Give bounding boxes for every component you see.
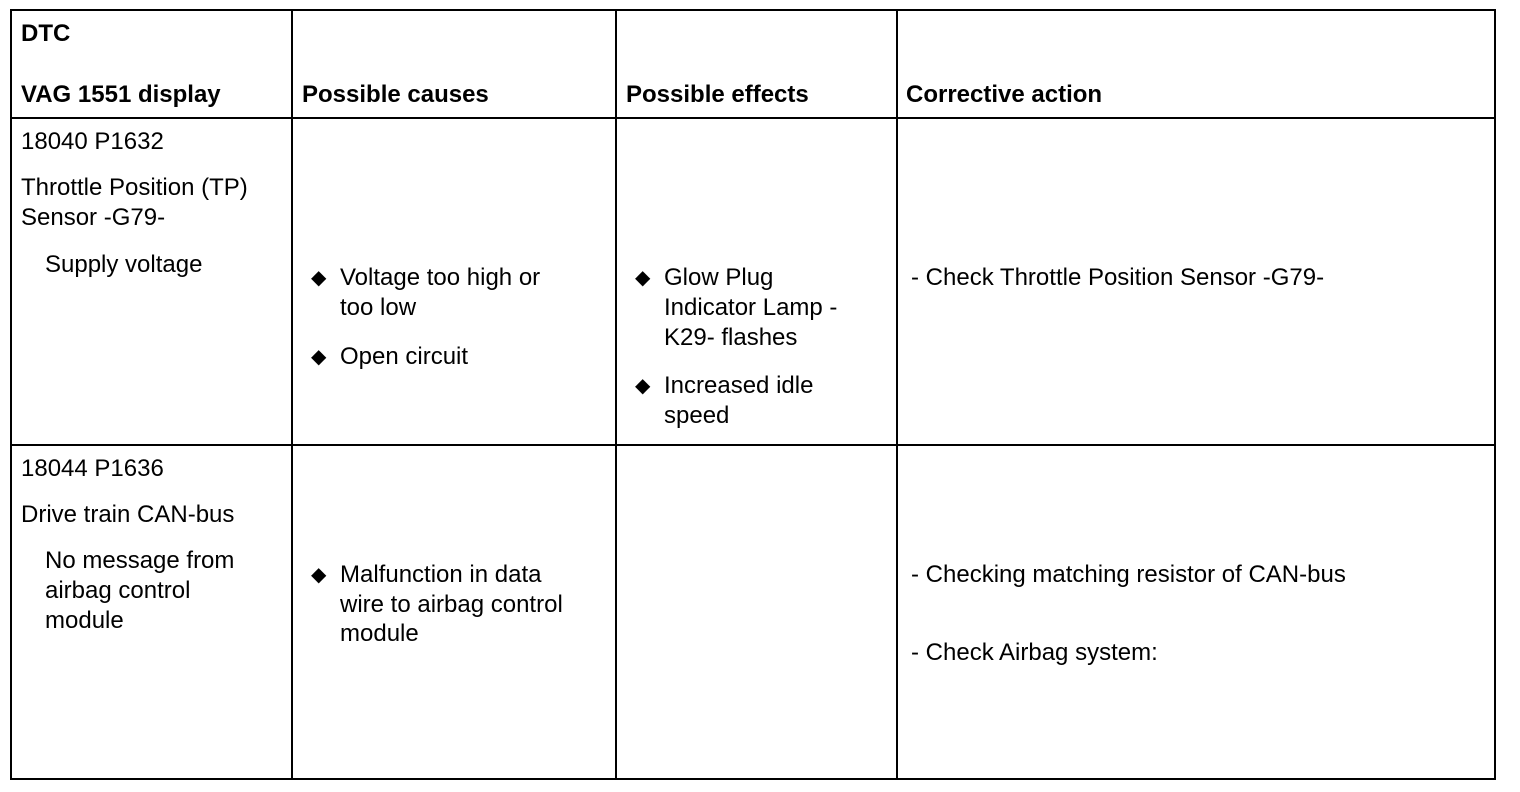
row1-action1: - Check Throttle Position Sensor -G79- — [911, 264, 1325, 291]
row1-cause1-line2: too low — [340, 294, 417, 321]
row1-component-line1: Throttle Position (TP) — [21, 174, 248, 201]
column-divider — [615, 11, 617, 778]
header-possible-causes: Possible causes — [302, 81, 489, 108]
header-possible-effects: Possible effects — [626, 81, 809, 108]
row2-fault-line1: No message from — [45, 547, 235, 574]
row2-cause1-line1: Malfunction in data — [340, 561, 542, 588]
row1-dtc-code: 18040 P1632 — [21, 128, 164, 155]
row-divider — [12, 444, 1494, 446]
row1-fault: Supply voltage — [45, 251, 203, 278]
row1-effect1-line1: Glow Plug — [664, 264, 774, 291]
row1-component-line2: Sensor -G79- — [21, 204, 166, 231]
header-display: VAG 1551 display — [21, 81, 221, 108]
row-divider — [12, 117, 1494, 119]
diamond-bullet-icon: ◆ — [635, 267, 651, 289]
row2-cause1-line3: module — [340, 620, 419, 647]
diamond-bullet-icon: ◆ — [635, 375, 651, 397]
row1-effect2-line2: speed — [664, 402, 730, 429]
row2-component: Drive train CAN-bus — [21, 501, 235, 528]
row1-effect1-line2: Indicator Lamp - — [664, 294, 838, 321]
diamond-bullet-icon: ◆ — [311, 267, 327, 289]
diamond-bullet-icon: ◆ — [311, 346, 327, 368]
column-divider — [291, 11, 293, 778]
header-dtc: DTC — [21, 20, 71, 47]
diamond-bullet-icon: ◆ — [311, 564, 327, 586]
row2-action1: - Checking matching resistor of CAN-bus — [911, 561, 1346, 588]
row1-effect2-line1: Increased idle — [664, 372, 814, 399]
column-divider — [896, 11, 898, 778]
row2-cause1-line2: wire to airbag control — [340, 591, 563, 618]
row1-effect1-line3: K29- flashes — [664, 324, 798, 351]
header-corrective-action: Corrective action — [906, 81, 1103, 108]
row1-cause2: Open circuit — [340, 343, 469, 370]
row2-fault-line2: airbag control — [45, 577, 191, 604]
row2-dtc-code: 18044 P1636 — [21, 455, 164, 482]
row1-cause1-line1: Voltage too high or — [340, 264, 541, 291]
row2-fault-line3: module — [45, 607, 124, 634]
row2-action2: - Check Airbag system: — [911, 639, 1158, 666]
